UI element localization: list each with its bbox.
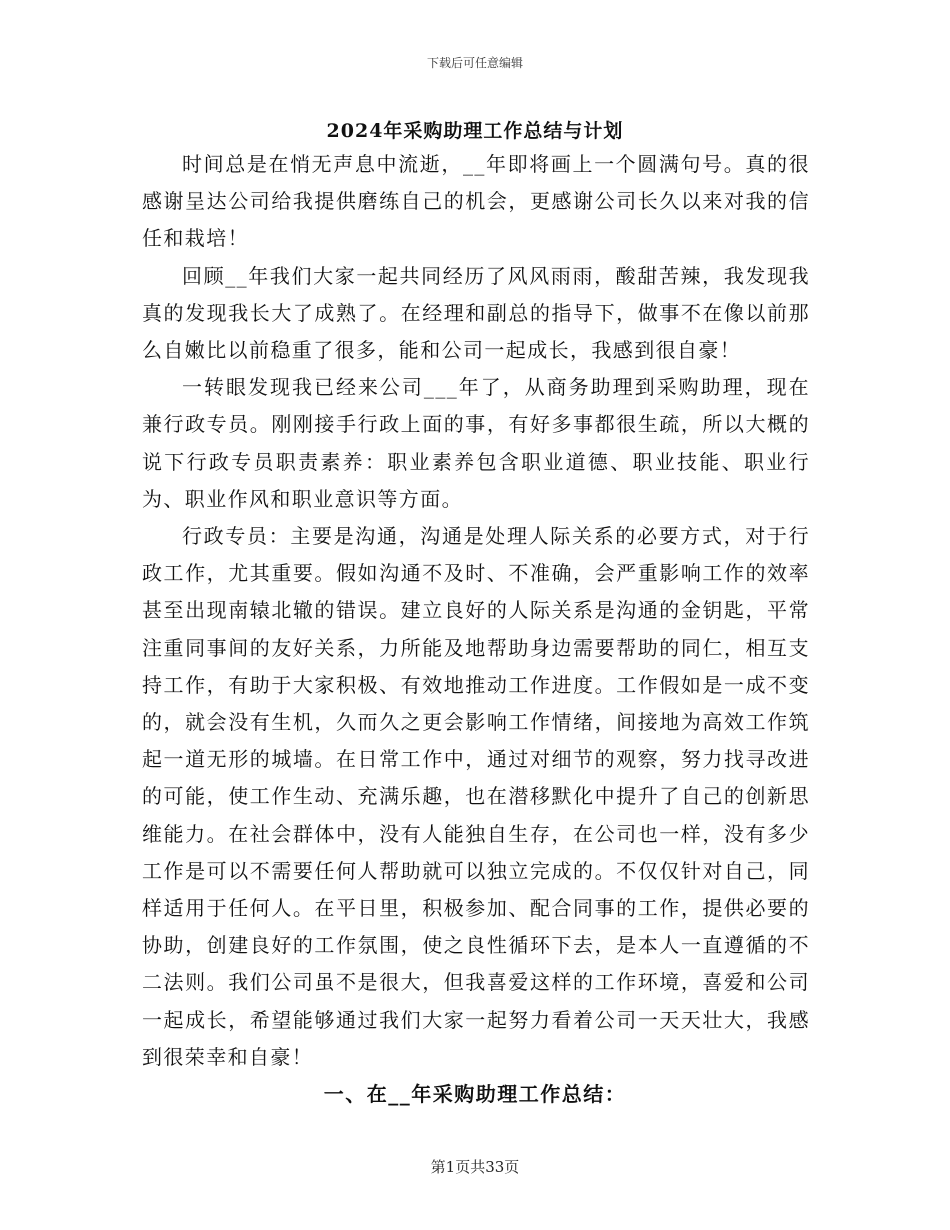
document-title: 2024年采购助理工作总结与计划 xyxy=(326,120,624,142)
page-number: 第1页共33页 xyxy=(430,1158,520,1176)
paragraph-role: 一转眼发现我已经来公司___年了，从商务助理到采购助理，现在兼行政专员。刚刚接手行政上面的事，有好多事都很生疏，所以大概的说下行政专员职责素养：职业素养包含职业道德、职业技能、职业行为、职业作风和职业意识等方面。 xyxy=(142,375,810,511)
page-header-note: 下载后可任意编辑 xyxy=(426,56,523,70)
section-heading: 一、在__年采购助理工作总结： xyxy=(323,1082,627,1106)
paragraph-review: 回顾__年我们大家一起共同经历了风风雨雨，酸甜苦辣，我发现我真的发现我长大了成熟了。在经理和副总的指导下，做事不在像以前那么自嫩比以前稳重了很多，能和公司一起成长，我感到很自豪！ xyxy=(142,263,810,363)
paragraph-admin-duties: 行政专员：主要是沟通，沟通是处理人际关系的必要方式，对于行政工作，尤其重要。假如沟通不及时、不准确，会严重影响工作的效率甚至出现南辕北辙的错误。建立良好的人际关系是沟通的金钥匙，平常注重同事间的友好关系，力所能及地帮助身边需要帮助的同仁，相互支持工作，有助于大家积极、有效地推动工作进度。工作假如是一成不变的，就会没有生机，久而久之更会影响工作情绪，间接地为高效工作筑起一道无形的城墙。在日常工作中，通过对细节的观察，努力找寻改进的可能，使工作生动、充满乐趣，也在潜移默化中提升了自己的创新思维能力。在社会群体中，没有人能独自生存，在公司也一样，没有多少工作是可以不需要任何人帮助就可以独立完成的。不仅仅针对自己，同样适用于任何人。在平日里，积极参加、配合同事的工作，提供必要的协助，创建良好的工作氛围，使之良性循环下去，是本人一直遵循的不二法则。我们公司虽不是很大，但我喜爱这样的工作环境，喜爱和公司一起成长，希望能够通过我们大家一起努力看着公司一天天壮大，我感到很荣幸和自豪！ xyxy=(142,524,810,1069)
document-body xyxy=(142,146,810,1076)
paragraph-intro: 时间总是在悄无声息中流逝，__年即将画上一个圆满句号。真的很感谢呈达公司给我提供磨练自己的机会，更感谢公司长久以来对我的信任和栽培！ xyxy=(142,152,810,251)
